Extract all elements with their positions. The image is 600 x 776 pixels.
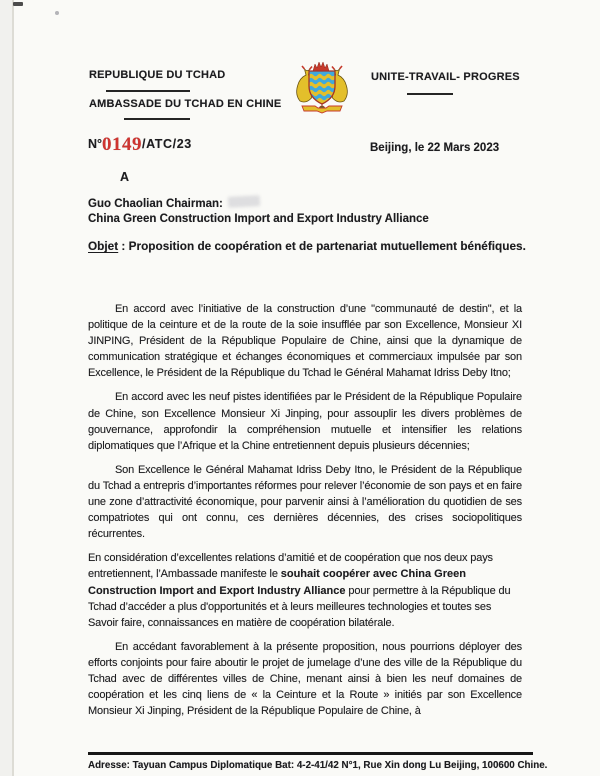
- scan-left-edge-band: [0, 0, 12, 776]
- embassy-title: AMBASSADE DU TCHAD EN CHINE: [89, 98, 282, 110]
- footer-address: Adresse: Tayuan Campus Diplomatique Bat: 4-2-41/42 N°1, Rue Xin dong Lu Beijing, 100600 Chine.: [88, 760, 548, 771]
- chad-coat-of-arms-icon: [285, 59, 359, 117]
- paragraph-4-bold-alliance-name: souhait coopérer avec China Green Construction Import and Export Industry Alliance: [88, 568, 466, 597]
- reference-number: 0149: [102, 134, 143, 155]
- paragraph-4-text: En considération d’excellentes relations d’amitié et de coopération que nos deux pays entretiennent, l’Ambassade manifeste le: [88, 552, 493, 581]
- paragraph-3: Son Excellence le Général Mahamat Idriss Deby Itno, le Président de la République du Tchad a entrepris d’importantes réformes pour relever l’économie de son pays et en faire une zone d’attractivité économique, pour parvenir ainsi à l’amélioration du quotidien de ses compatriotes qui ont connu, ces dernières décennies, des crises sociopolitiques récurrentes.: [88, 463, 522, 541]
- reference-prefix: N°: [88, 137, 103, 151]
- salutation: A: [120, 170, 130, 184]
- motto-title: UNITE-TRAVAIL- PROGRES: [371, 71, 520, 83]
- letter-date: Beijing, le 22 Mars 2023: [370, 142, 500, 154]
- header-underline: [106, 90, 190, 92]
- addressee-name: Guo Chaolian Chairman:: [88, 198, 223, 210]
- reference-number-line: [88, 134, 192, 156]
- scan-left-edge-line: [12, 0, 14, 776]
- paragraph-2: En accord avec les neuf pistes identifiées par le Président de la République Populaire de Chine, son Excellence Monsieur Xi Jinping, pour assouplir les divers problèmes de gouvernance, approfondir la compréhension mutuelle et intensifier les relations diplomatiques que l’Afrique et la Chine entretiennent depuis plusieurs décennies;: [88, 391, 522, 452]
- subject-separator: :: [118, 239, 129, 253]
- addressee-organization: China Green Construction Import and Export Industry Alliance: [88, 213, 429, 225]
- paragraph-5: En accédant favorablement à la présente proposition, nous pourrions déployer des efforts conjoints pour faire aboutir le projet de jumelage d’une des ville de la République du Tchad avec de différentes villes de Chine, menant ainsi à bien les neuf domaines de coopération et les cinq liens de « la Ceinture et la Route » initiés par son Excellence Monsieur Xi Jinping, Président de la République Populaire de Chine, à: [88, 640, 522, 718]
- footer-rule: [88, 752, 533, 755]
- subject-text: Proposition de coopération et de partenariat mutuellement bénéfiques.: [128, 239, 526, 253]
- paragraph-4: [88, 550, 522, 630]
- subject-label: Objet: [88, 239, 119, 253]
- letter-body: [88, 301, 522, 727]
- header-underline: [407, 93, 453, 95]
- subject-line: [88, 239, 528, 255]
- paragraph-1: En accord avec l’initiative de la construction d’une "communauté de destin", et la politique de la ceinture et de la route de la soie insufflée par son Excellence, Monsieur XI JINPING, Président de la République Populaire de Chine, ainsi que la dynamique de communication stratégique et échanges économiques et commerciaux impulsée par son Excellence, le Président de la République du Tchad le Général Mahamat Idriss Deby Itno;: [88, 303, 522, 380]
- header-underline: [124, 118, 190, 120]
- scan-mark-top-left: [13, 2, 23, 6]
- scan-speck: [55, 11, 59, 15]
- reference-suffix: /ATC/23: [142, 137, 192, 151]
- republic-title: REPUBLIQUE DU TCHAD: [89, 69, 226, 81]
- addressee-block: [88, 197, 429, 227]
- paragraph-4-text: pour permettre à la République du Tchad d’accéder a plus d'opportunités et à leurs meilleures technologies et toutes ses Savoir faire, connaissances en matière de coopération bilatérale.: [88, 584, 511, 629]
